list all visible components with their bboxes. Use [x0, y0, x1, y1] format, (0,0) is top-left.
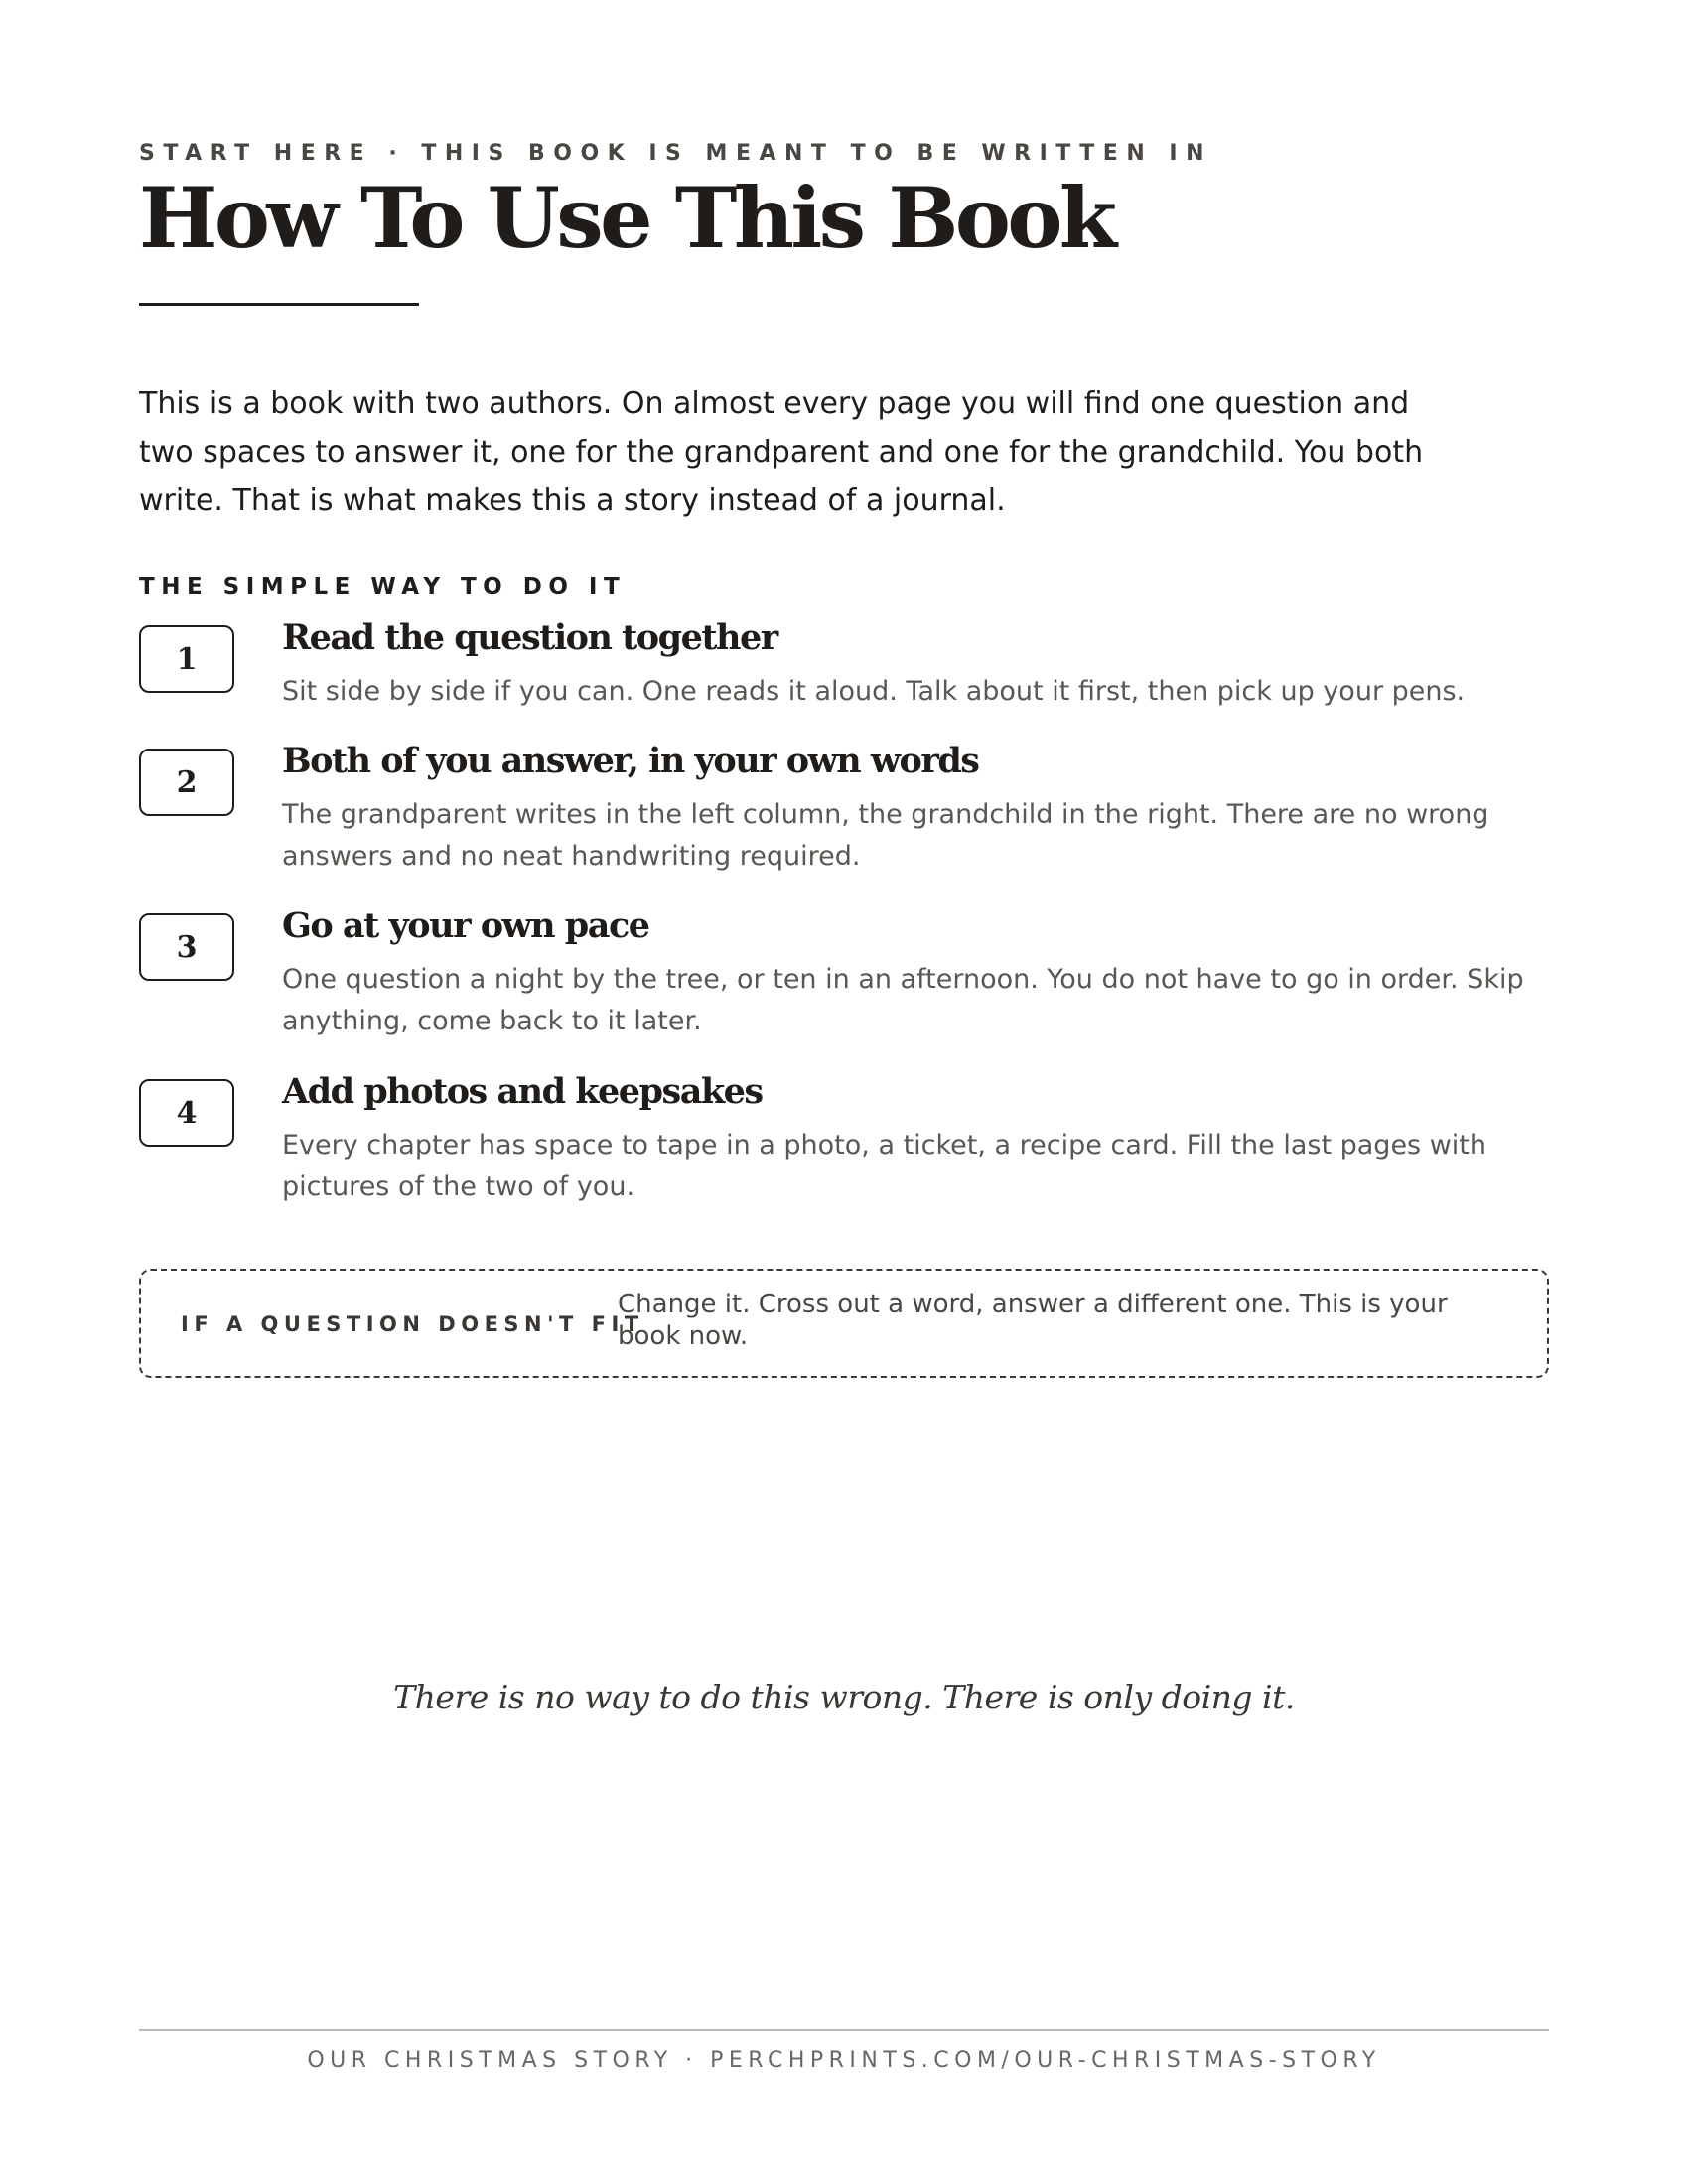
step-title: Add photos and keepsakes	[282, 1071, 763, 1112]
tip-label: IF A QUESTION DOESN'T FIT	[181, 1312, 644, 1336]
footer-text: OUR CHRISTMAS STORY · PERCHPRINTS.COM/OUR-CHRISTMAS-STORY	[307, 2048, 1381, 2073]
step-title: Go at your own pace	[282, 905, 649, 946]
closing-quote: There is no way to do this wrong. There is only doing it.	[393, 1678, 1295, 1716]
step-number-badge: 3	[139, 913, 234, 981]
step-number-badge: 1	[139, 625, 234, 693]
tip-box	[139, 1269, 1549, 1378]
steps-section-label: THE SIMPLE WAY TO DO IT	[139, 574, 627, 600]
eyebrow-text: START HERE · THIS BOOK IS MEANT TO BE WRITTEN IN	[139, 141, 1213, 166]
intro-paragraph: This is a book with two authors. On almost every page you will find one question and two spaces to answer it, one for the grandparent and one for the grandchild. You both write. That is what makes this a story instead of a journal.	[139, 386, 1424, 518]
step-number-badge: 4	[139, 1079, 234, 1147]
step-description: One question a night by the tree, or ten in an afternoon. You do not have to go in order. Skip anything, come back to it later.	[282, 964, 1524, 1036]
tip-text: Change it. Cross out a word, answer a different one. This is your book now.	[618, 1290, 1448, 1351]
step-description: Every chapter has space to tape in a photo, a ticket, a recipe card. Fill the last pages with pictures of the two of you.	[282, 1130, 1486, 1202]
step-description: The grandparent writes in the left column, the grandchild in the right. There are no wrong answers and no neat handwriting required.	[282, 799, 1489, 872]
step-title: Both of you answer, in your own words	[282, 741, 979, 781]
step-description: Sit side by side if you can. One reads it aloud. Talk about it first, then pick up your pens.	[282, 676, 1466, 707]
page-title: How To Use This Book	[139, 169, 1114, 267]
step-number-badge: 2	[139, 749, 234, 816]
step-title: Read the question together	[282, 617, 777, 658]
page	[139, 0, 1549, 2184]
footer-divider	[139, 2029, 1549, 2031]
title-divider	[139, 303, 419, 306]
